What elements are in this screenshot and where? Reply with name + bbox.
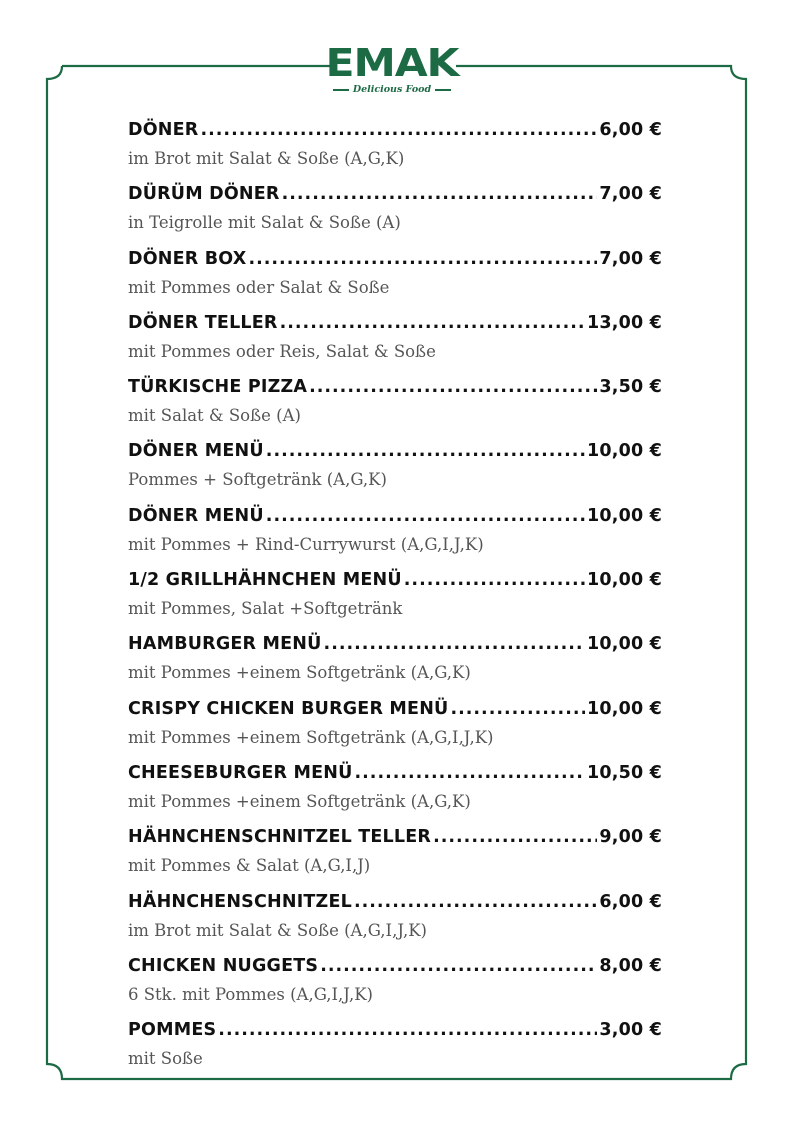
- menu-item-row: [128, 249, 662, 277]
- menu-item-price: 8,00 €: [599, 955, 662, 976]
- menu-item-description: Pommes + Softgetränk (A,G,K): [128, 470, 387, 490]
- menu-item: [128, 570, 662, 634]
- menu-item-row: [128, 827, 662, 855]
- menu-item-description: mit Soße: [128, 1049, 203, 1069]
- menu-item: [128, 1020, 662, 1084]
- menu-item: [128, 441, 662, 505]
- dot-leader: [324, 634, 585, 654]
- menu-item-name: DÖNER TELLER: [128, 312, 278, 333]
- menu-item-row: [128, 699, 662, 727]
- menu-item: [128, 634, 662, 698]
- menu-item-name: CRISPY CHICKEN BURGER MENÜ: [128, 698, 449, 719]
- menu-item: [128, 827, 662, 891]
- menu-item-row: [128, 1020, 662, 1048]
- menu-item: [128, 763, 662, 827]
- menu-item-row: [128, 956, 662, 984]
- menu-item-row: [128, 634, 662, 662]
- menu-item-row: [128, 506, 662, 534]
- menu-item: [128, 956, 662, 1020]
- menu-item-description: mit Pommes +einem Softgetränk (A,G,K): [128, 663, 471, 683]
- menu-item-row: [128, 763, 662, 791]
- dot-leader: [450, 699, 585, 719]
- dot-leader: [320, 956, 597, 976]
- menu-item-name: TÜRKISCHE PIZZA: [128, 377, 308, 398]
- menu-item-name: HÄHNCHENSCHNITZEL TELLER: [128, 827, 432, 848]
- menu-item-name: CHEESEBURGER MENÜ: [128, 762, 353, 783]
- brand-tagline-row: [331, 84, 453, 95]
- menu-item-row: [128, 184, 662, 212]
- menu-item-description: mit Pommes +einem Softgetränk (A,G,I,J,K): [128, 727, 494, 747]
- menu-item-price: 9,00 €: [599, 827, 662, 848]
- menu-item: [128, 699, 662, 763]
- dot-leader: [200, 120, 597, 140]
- menu-item-price: 10,00 €: [586, 505, 662, 526]
- dot-leader: [309, 377, 597, 397]
- menu-item-price: 10,00 €: [586, 634, 662, 655]
- dot-leader: [355, 763, 585, 783]
- menu-item-description: mit Pommes, Salat +Softgetränk: [128, 599, 403, 619]
- menu-item: [128, 313, 662, 377]
- menu-item: [128, 892, 662, 956]
- menu-item-description: mit Salat & Soße (A): [128, 406, 301, 426]
- menu-item-row: [128, 570, 662, 598]
- menu-item-row: [128, 441, 662, 469]
- tagline-rule-left: [333, 89, 349, 91]
- menu-item-price: 10,00 €: [586, 698, 662, 719]
- menu-item-description: im Brot mit Salat & Soße (A,G,I,J,K): [128, 920, 427, 940]
- menu-item-description: mit Pommes oder Reis, Salat & Soße: [128, 341, 436, 361]
- menu-item-name: 1/2 GRILLHÄHNCHEN MENÜ: [128, 570, 402, 591]
- menu-item-name: HAMBURGER MENÜ: [128, 634, 322, 655]
- menu-item: [128, 377, 662, 441]
- menu-item: [128, 249, 662, 313]
- menu-item-price: 3,50 €: [599, 377, 662, 398]
- menu-item-description: 6 Stk. mit Pommes (A,G,I,J,K): [128, 984, 373, 1004]
- menu-item-row: [128, 892, 662, 920]
- menu-item-price: 10,00 €: [586, 570, 662, 591]
- tagline-rule-right: [435, 89, 451, 91]
- menu-item-name: DÜRÜM DÖNER: [128, 184, 280, 205]
- menu-item-name: DÖNER: [128, 120, 199, 140]
- menu-item-price: 10,00 €: [586, 441, 662, 462]
- menu-item-description: mit Pommes + Rind-Currywurst (A,G,I,J,K): [128, 534, 484, 554]
- menu-item-description: mit Pommes +einem Softgetränk (A,G,K): [128, 791, 471, 811]
- menu-item-description: mit Pommes oder Salat & Soße: [128, 277, 390, 297]
- dot-leader: [354, 892, 597, 912]
- dot-leader: [248, 249, 597, 269]
- menu-item-price: 6,00 €: [599, 891, 662, 912]
- menu-item-name: DÖNER MENÜ: [128, 505, 264, 526]
- menu-item-row: [128, 313, 662, 341]
- menu-item-name: CHICKEN NUGGETS: [128, 955, 319, 976]
- dot-leader: [218, 1020, 597, 1040]
- menu-item: [128, 120, 662, 184]
- menu-item-description: in Teigrolle mit Salat & Soße (A): [128, 213, 401, 233]
- dot-leader: [282, 184, 598, 204]
- menu-item-name: DÖNER BOX: [128, 248, 247, 269]
- menu-item-price: 13,00 €: [586, 312, 662, 333]
- menu-item-row: [128, 120, 662, 148]
- menu-item: [128, 506, 662, 570]
- menu-item-row: [128, 377, 662, 405]
- menu-list: [128, 120, 662, 1084]
- menu-item-name: HÄHNCHENSCHNITZEL: [128, 891, 352, 912]
- menu-item-name: DÖNER MENÜ: [128, 441, 264, 462]
- brand-logo: [325, 41, 459, 102]
- dot-leader: [404, 570, 585, 590]
- menu-item-description: im Brot mit Salat & Soße (A,G,K): [128, 149, 405, 168]
- dot-leader: [266, 506, 585, 526]
- menu-item-price: 7,00 €: [599, 248, 662, 269]
- menu-item-description: mit Pommes & Salat (A,G,I,J): [128, 856, 371, 876]
- menu-item-price: 3,00 €: [599, 1020, 662, 1041]
- menu-item-price: 6,00 €: [599, 120, 662, 140]
- dot-leader: [266, 441, 585, 461]
- dot-leader: [280, 313, 585, 333]
- dot-leader: [433, 827, 597, 847]
- menu-item: [128, 184, 662, 248]
- brand-name: EMAK: [325, 41, 459, 85]
- brand-tagline: Delicious Food: [352, 84, 432, 95]
- menu-item-price: 10,50 €: [586, 762, 662, 783]
- menu-item-name: POMMES: [128, 1020, 217, 1041]
- menu-item-price: 7,00 €: [599, 184, 662, 205]
